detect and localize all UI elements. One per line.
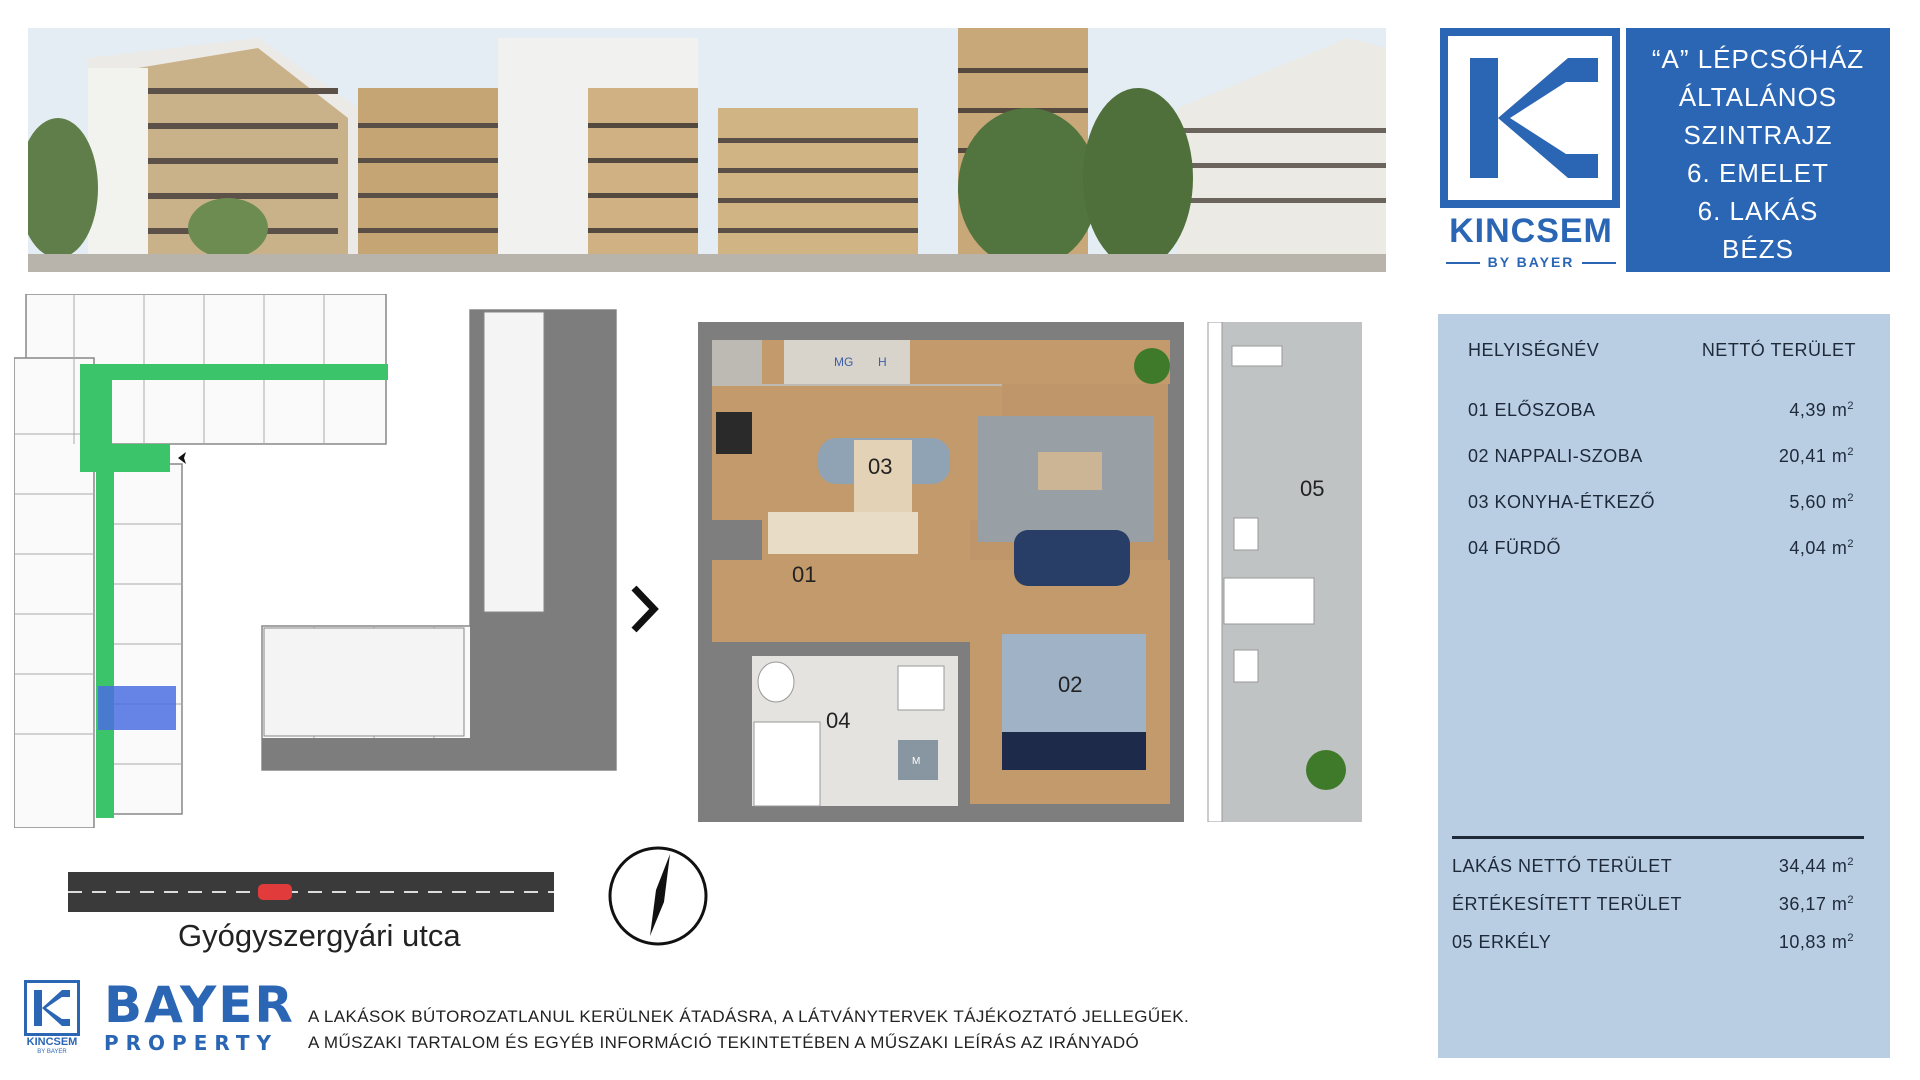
room-label-05: 05	[1300, 476, 1325, 501]
divider	[1452, 836, 1864, 839]
summary-area: 36,17 $m^2$	[1778, 894, 1854, 914]
room-name: 04 FÜRDŐ	[1468, 538, 1562, 558]
summary-name: 05 ERKÉLY	[1452, 932, 1552, 952]
room-row	[1468, 400, 1854, 421]
room-name: 01 ELŐSZOBA	[1468, 400, 1596, 420]
room-label-04: 04	[826, 708, 851, 733]
room-row	[1468, 492, 1854, 513]
title-line: ÁLTALÁNOS	[1678, 82, 1838, 112]
room-area: 20,41 $m^2$	[1778, 446, 1854, 466]
street-road	[68, 872, 554, 912]
disclaimer-line: A MŰSZAKI TARTALOM ÉS EGYÉB INFORMÁCIÓ TEKINTETÉBEN A MŰSZAKI LEÍRÁS AZ IRÁNYADÓ	[308, 1033, 1140, 1052]
north-arrow-icon	[606, 844, 710, 948]
bayer-word: BAYER	[104, 976, 295, 1034]
title-line: 6. EMELET	[1687, 158, 1829, 188]
room-row	[1468, 538, 1854, 559]
hero-renderings-strip	[28, 28, 1386, 272]
room-name-header: HELYISÉGNÉV	[1468, 340, 1600, 360]
room-name: 03 KONYHA-ÉTKEZŐ	[1468, 492, 1656, 512]
room-area: 5,60 $m^2$	[1789, 492, 1854, 512]
bayer-property-logo	[104, 976, 295, 1058]
area-table-panel	[1438, 314, 1890, 1058]
title-line: BÉZS	[1722, 234, 1794, 264]
plan-title-box	[1626, 28, 1890, 272]
fixture-label-m: M	[912, 756, 921, 767]
fixture-label-mg: MG	[834, 355, 854, 369]
kincsem-logo	[1436, 28, 1626, 272]
room-row	[1468, 446, 1854, 467]
room-label-03: 03	[868, 454, 893, 479]
title-line: “A” LÉPCSŐHÁZ	[1651, 44, 1865, 74]
net-area-header: NETTÓ TERÜLET	[1701, 340, 1856, 360]
summary-name: ÉRTÉKESÍTETT TERÜLET	[1452, 894, 1683, 914]
title-line: SZINTRAJZ	[1683, 120, 1833, 150]
summary-area: 10,83 $m^2$	[1778, 932, 1854, 952]
small-logo-sub: BY BAYER	[37, 1049, 67, 1055]
room-name: 02 NAPPALI-SZOBA	[1468, 446, 1643, 466]
summary-row	[1452, 894, 1854, 915]
street-name: Gyógyszergyári utca	[178, 918, 461, 953]
floor-site-plan	[14, 294, 634, 828]
property-word: PROPERTY	[104, 1031, 279, 1055]
room-area: 4,04 $m^2$	[1789, 538, 1854, 558]
disclaimer-text	[308, 1004, 1189, 1056]
summary-name: LAKÁS NETTÓ TERÜLET	[1452, 856, 1673, 876]
chevron-right-icon	[624, 584, 664, 634]
room-area: 4,39 $m^2$	[1789, 400, 1854, 420]
room-label-02: 02	[1058, 672, 1083, 697]
small-logo-word: KINCSEM	[26, 1036, 78, 1048]
logo-subtitle: BY BAYER	[1436, 254, 1626, 270]
kincsem-small-logo	[22, 980, 82, 1058]
apartment-floor-plan	[698, 322, 1362, 822]
summary-row	[1452, 932, 1854, 953]
room-label-01: 01	[792, 562, 817, 587]
disclaimer-line: A LAKÁSOK BÚTOROZATLANUL KERÜLNEK ÁTADÁSRA, A LÁTVÁNYTERVEK TÁJÉKOZTATÓ JELLEGŰEK.	[308, 1007, 1190, 1026]
title-line: 6. LAKÁS	[1697, 196, 1819, 226]
summary-row	[1452, 856, 1854, 877]
k-logo-icon	[1440, 28, 1620, 208]
fixture-label-h: H	[878, 355, 887, 369]
logo-wordmark: KINCSEM	[1449, 212, 1613, 250]
summary-area: 34,44 $m^2$	[1778, 856, 1854, 876]
